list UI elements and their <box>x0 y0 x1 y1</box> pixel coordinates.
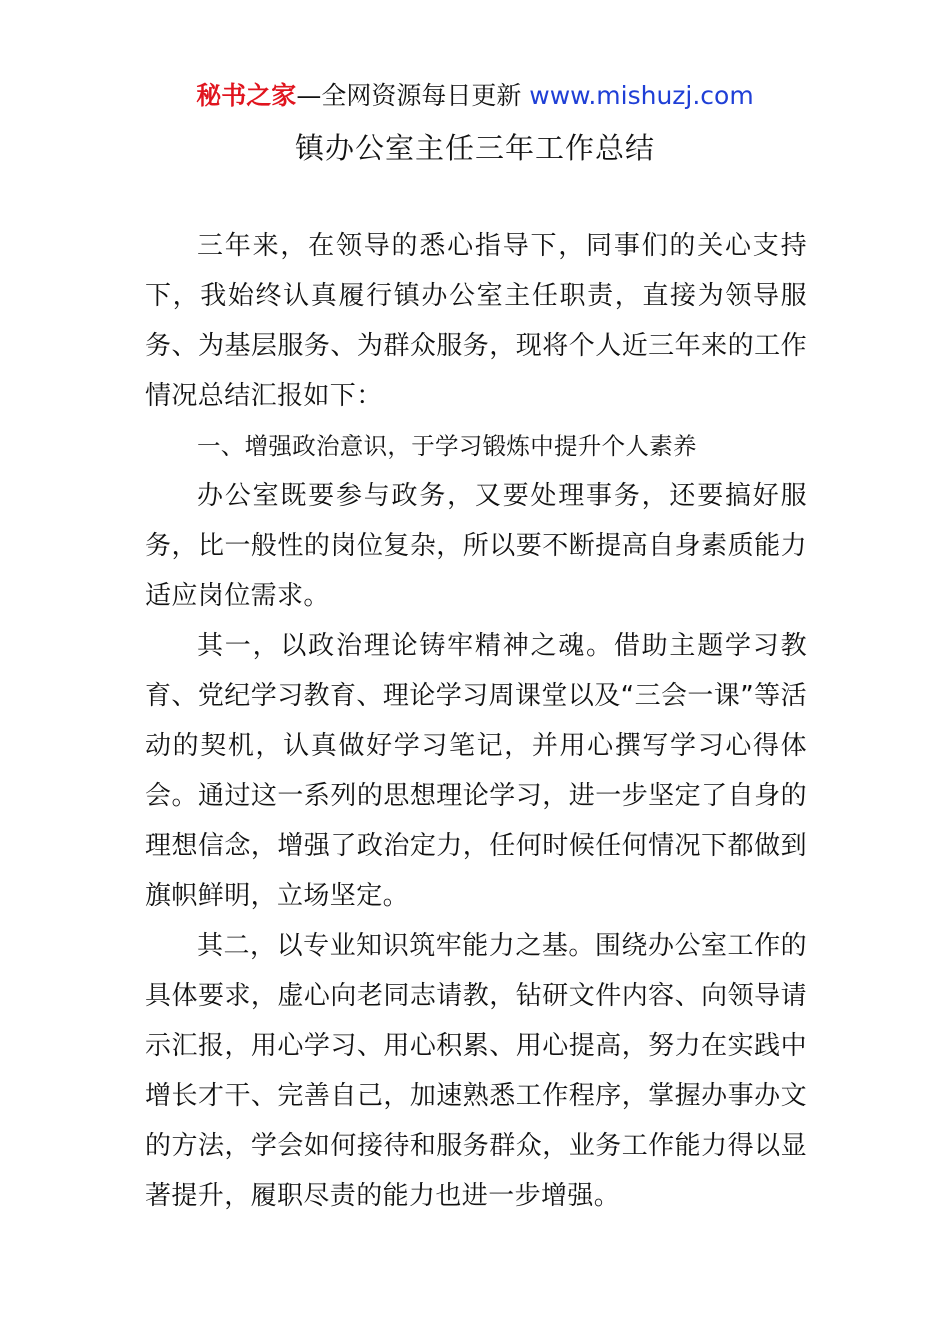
document-body <box>145 221 807 1221</box>
intro-paragraph: 三年来，在领导的悉心指导下，同事们的关心支持下，我始终认真履行镇办公室主任职责，直接为领导服务、为基层服务、为群众服务，现将个人近三年来的工作情况总结汇报如下： <box>145 231 807 411</box>
site-url-link[interactable]: www.mishuzj.com <box>529 81 754 110</box>
banner-tagline: —全网资源每日更新 <box>296 81 522 110</box>
document-title: 镇办公室主任三年工作总结 <box>294 131 655 165</box>
section-heading: 一、增强政治意识，于学习锻炼中提升个人素养 <box>197 432 697 460</box>
body-paragraph: 其二，以专业知识筑牢能力之基。围绕办公室工作的具体要求，虚心向老同志请教，钻研文件内容、向领导请示汇报，用心学习、用心积累、用心提高，努力在实践中增长才干、完善自己，加速熟悉工作程序，掌握办事办文的方法，学会如何接待和服务群众，业务工作能力得以显著提升，履职尽责的能力也进一步增强。 <box>145 931 807 1211</box>
site-banner <box>0 78 950 114</box>
body-paragraph: 办公室既要参与政务，又要处理事务，还要搞好服务，比一般性的岗位复杂，所以要不断提高自身素质能力适应岗位需求。 <box>145 481 807 611</box>
body-paragraph: 其一，以政治理论铸牢精神之魂。借助主题学习教育、党纪学习教育、理论学习周课堂以及“三会一课”等活动的契机，认真做好学习笔记，并用心撰写学习心得体会。通过这一系列的思想理论学习，进一步坚定了自身的理想信念，增强了政治定力，任何时候任何情况下都做到旗帜鲜明，立场坚定。 <box>145 631 807 911</box>
brand-name: 秘书之家 <box>196 81 297 110</box>
